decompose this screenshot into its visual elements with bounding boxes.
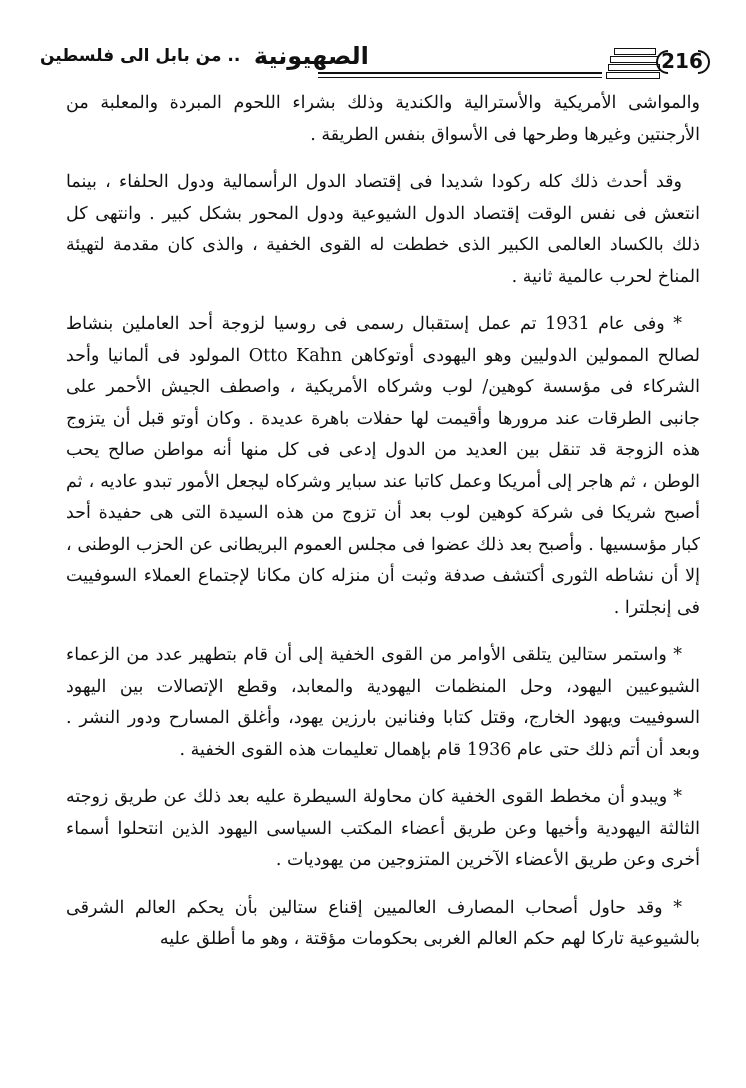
header-title — [40, 42, 369, 70]
header-title-main: الصهيونية — [253, 42, 369, 70]
paragraph: * وفى عام 1931 تم عمل إستقبال رسمى فى روسيا لزوجة أحد العاملين بنشاط لصالح الممولين الدوليين وهو اليهودى أوتوكاهن Otto Kahn المولود فى ألمانيا وأحد الشركاء فى مؤسسة كوهين/ لوب وشركاه الأمريكية ، واصطف الجيش الأحمر على جانبى الطرقات عند مرورها وأقيمت لها حفلات باهرة عديدة . وكان أوتو قبل أن يتزوج هذه الزوجة قد تنقل بين العديد من الدول إدعى فى كل منها أنه مواطن صالح يحب الوطن ، ثم هاجر إلى أمريكا وعمل كاتبا عند سباير وشركاه ليجعل الأمور تبدو عاديه ، ثم أصبح شريكا فى شركة كوهين لوب بعد أن تزوج من هذه السيدة التى هى حفيدة أحد كبار مؤسسيها . وأصبح بعد ذلك عضوا فى مجلس العموم البريطانى عن الحزب الوطنى ، إلا أن نشاطه الثورى أكتشف صدفة وثبت أن منزله كان مكانا لإجتماع العملاء السوفييت فى إنجلترا . — [66, 314, 701, 618]
page-number: 216 — [660, 44, 704, 78]
running-header — [40, 40, 703, 86]
header-rule — [318, 72, 602, 74]
header-title-subtitle: .. من بابل الى فلسطين — [40, 46, 241, 66]
paragraph: * واستمر ستالين يتلقى الأوامر من القوى الخفية إلى أن قام بتطهير عدد من الزعماء الشيوعيين اليهود، وحل المنظمات اليهودية والمعابد، وقطع الإتصالات بين اليهود السوفييت ويهود الخارج، وقتل كتابا وفنانين بارزين يهود، وأغلق المسارح ودور النشر . وبعد أن أتم ذلك حتى عام 1936 قام بإهمال تعليمات هذه القوى الخفية . — [66, 645, 700, 760]
header-rule-thin — [318, 77, 602, 78]
body-text — [66, 88, 700, 956]
paragraph: * ويبدو أن مخطط القوى الخفية كان محاولة السيطرة عليه بعد ذلك عن طريق زوجته الثالثة اليهودية وأخيها وعن طريق أعضاء المكتب السياسى اليهود الذين انتحلوا أسماء أخرى وعن طريق الأعضاء الآخرين المتزوجين من يهوديات . — [66, 787, 700, 870]
paragraph: وقد أحدث ذلك كله ركودا شديدا فى إقتصاد الدول الرأسمالية ودول الحلفاء ، بينما انتعش فى نفس الوقت إقتصاد الدول الشيوعية ودول المحور بشكل كبير . وانتهى كل ذلك بالكساد العالمى الكبير الذى خططت له القوى الخفية ، والذى كان مقدمة لتهيئة المناخ لحرب عالمية ثانية . — [66, 172, 700, 287]
paragraph: والمواشى الأمريكية والأسترالية والكندية وذلك بشراء اللحوم المبردة والمعلبة من الأرجنتين وغيرها وطرحها فى الأسواق بنفس الطريقة . — [66, 93, 700, 145]
paragraph: * وقد حاول أصحاب المصارف العالميين إقناع ستالين بأن يحكم العالم الشرقى بالشيوعية تاركا لهم حكم العالم الغربى بحكومات مؤقتة ، وهو ما أطلق عليه — [66, 897, 700, 949]
